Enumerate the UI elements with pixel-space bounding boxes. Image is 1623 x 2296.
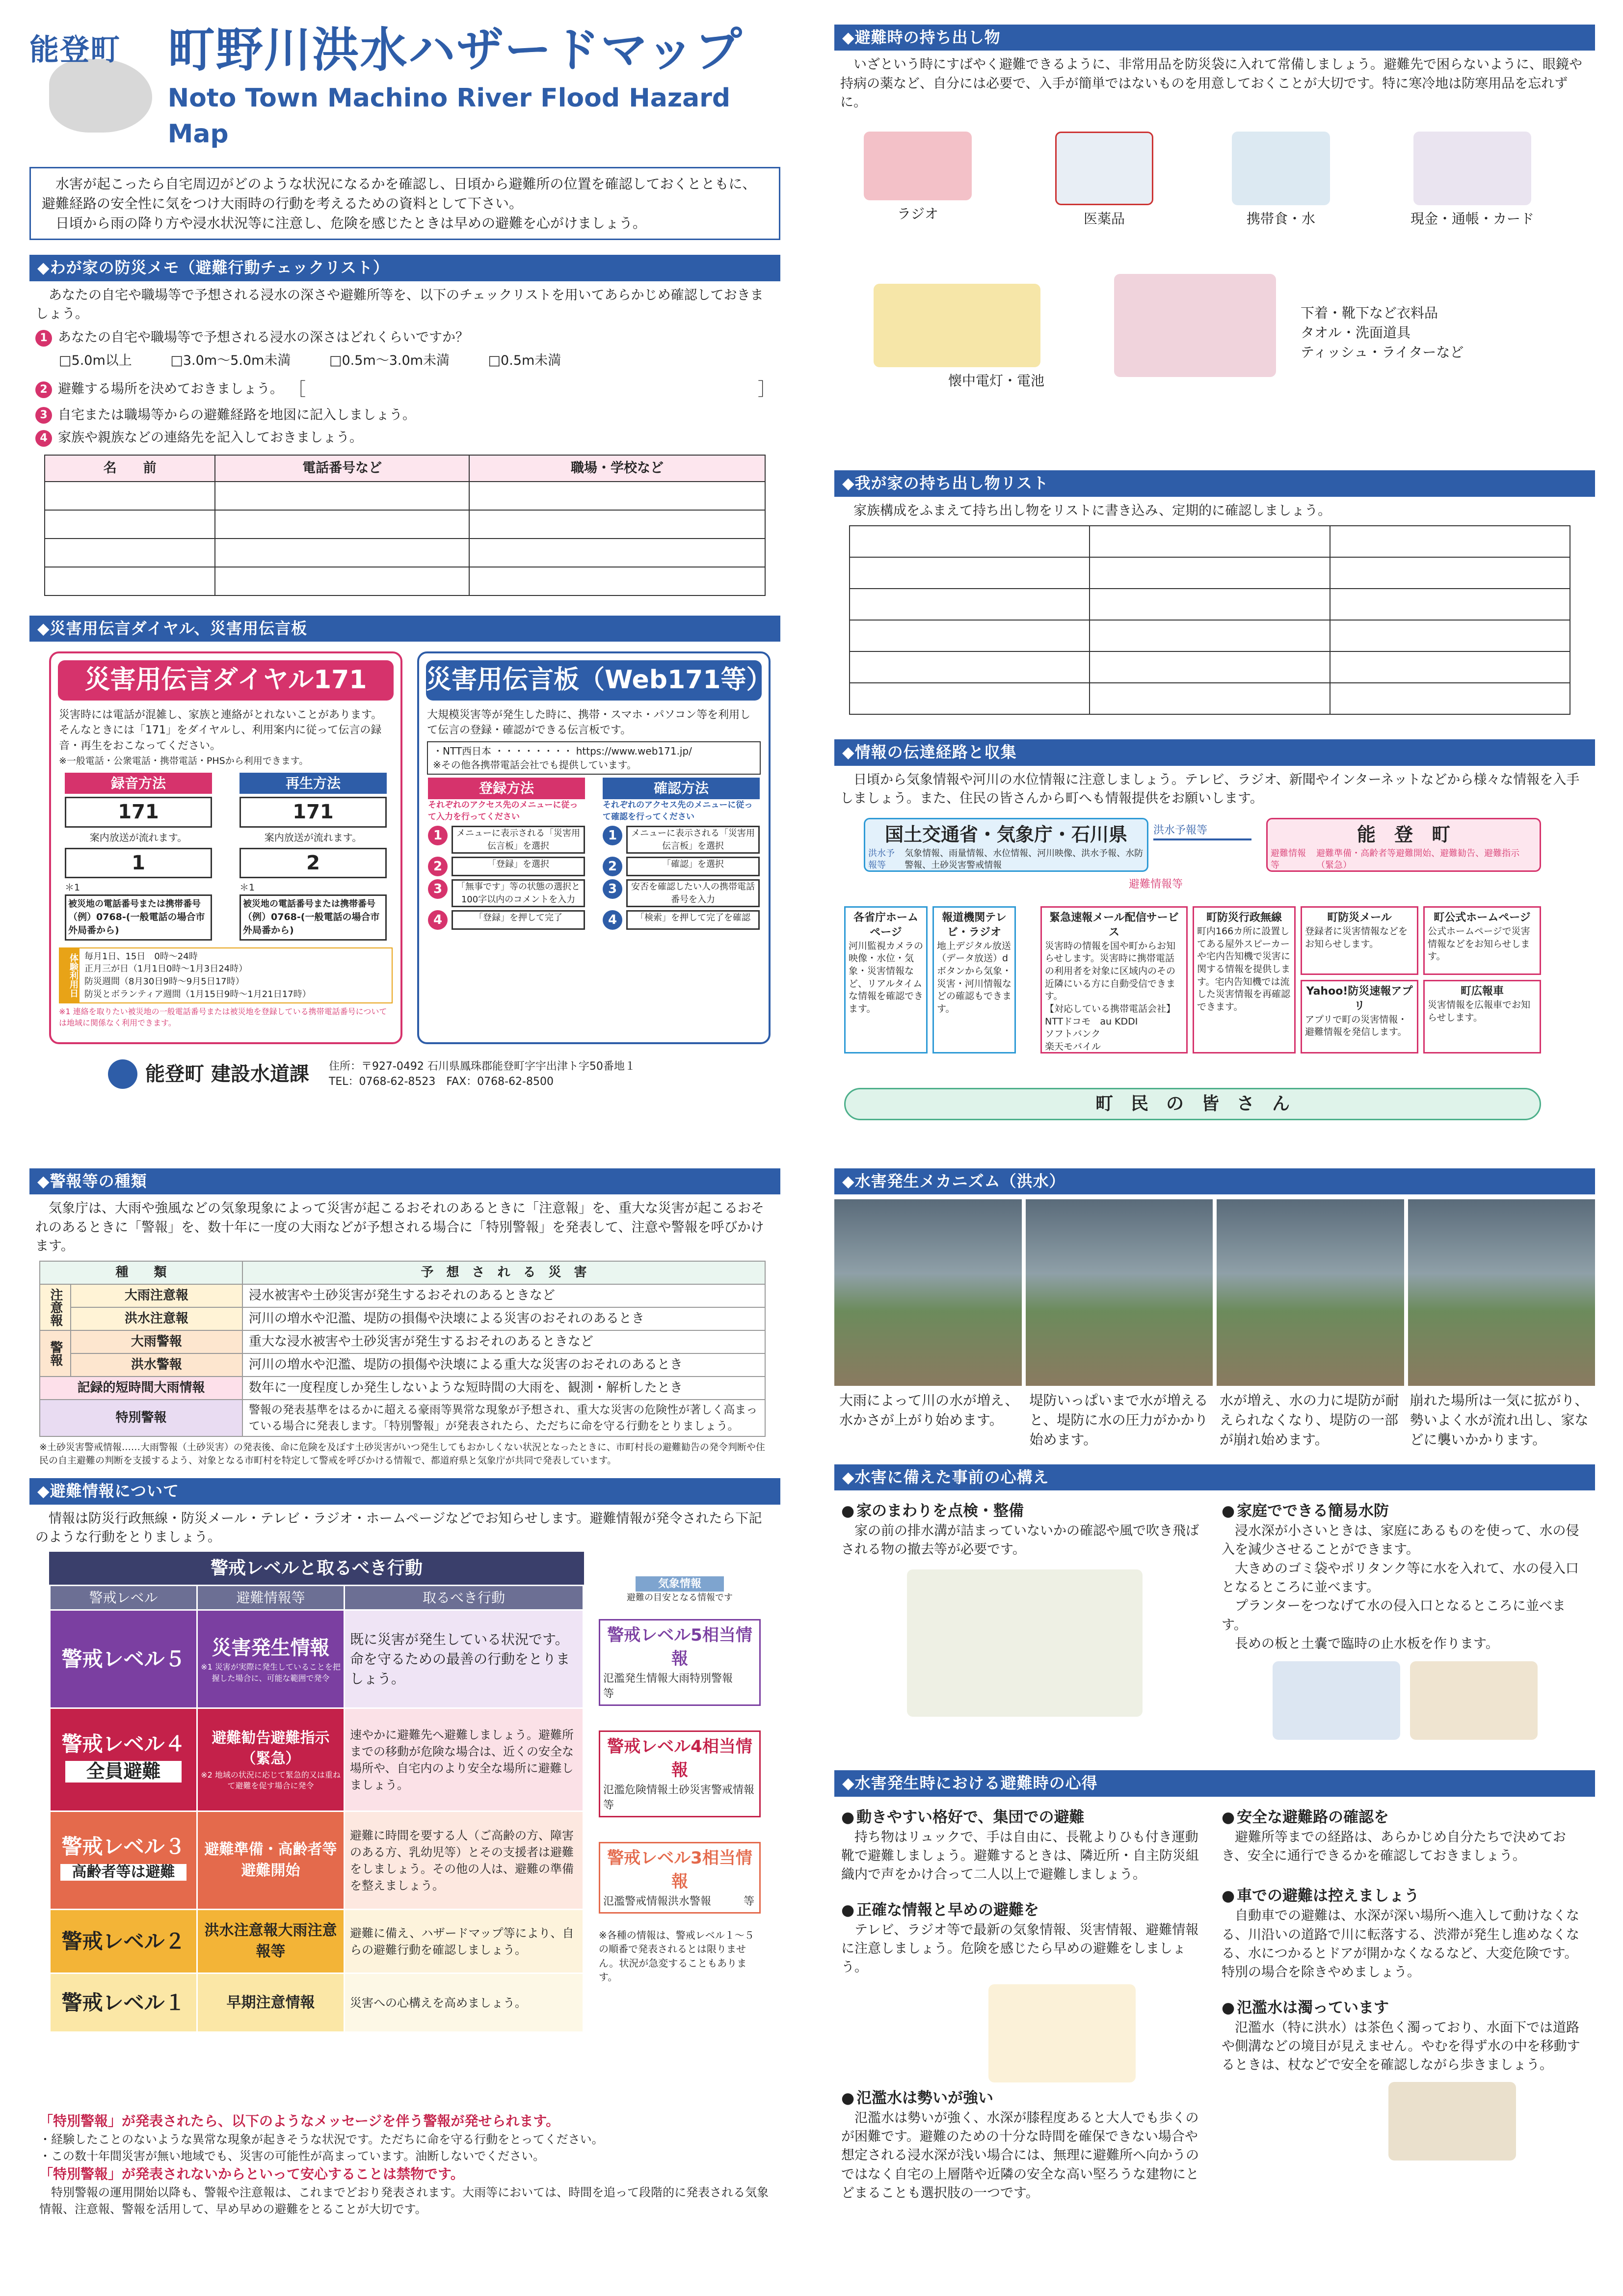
carrier: 楽天モバイル (1045, 1041, 1101, 1052)
kokoro-subheading: ● 氾濫水は勢いが強い (841, 2087, 1208, 2109)
cell[interactable] (850, 557, 1090, 589)
pr-car-box (1423, 980, 1541, 1053)
number-badge: 4 (35, 430, 52, 447)
checklist-item (29, 429, 780, 447)
department-name: 能登町 建設水道課 (145, 1063, 309, 1086)
item-label: 懐中電灯・電池 (948, 373, 1044, 389)
register-label: 登録方法 (428, 778, 585, 799)
col-info: 避難情報等 (197, 1586, 345, 1610)
cell[interactable] (215, 510, 469, 539)
kokoro-text: 自動車での避難は、水深が深い場所へ進入して動けなくなる、川沿いの道路で川に転落する、渋滞が発生し進めなくなる、水につかるとドアが開かなくなるなど、大変危険です。特別の場合を除きやめましょう。 (1222, 1908, 1579, 1980)
warning-desc: 浸水被害や土砂災害が発生するおそれのあるときなど (242, 1284, 765, 1307)
checklist-item (29, 377, 780, 402)
cell[interactable] (1090, 620, 1330, 651)
emergency-mail-box (1040, 906, 1188, 1053)
carrier: NTTドコモ au KDDI (1045, 1016, 1138, 1027)
cell[interactable] (1330, 526, 1570, 557)
item-label: タオル・洗面道具 (1301, 324, 1411, 341)
town-sub: 避難準備・高齢者等避難開始、避難勧告、避難指示（緊急） (1316, 848, 1520, 870)
special-warning-notes (29, 2111, 780, 2217)
level-info: 避難勧告避難指示（緊急） (212, 1729, 330, 1768)
warning-desc: 河川の増水や氾濫、堤防の損傷や決壊による災害のおそれのあるとき (242, 1307, 765, 1330)
special-note: 特別警報の運用開始以降も、警報や注意報は、これまでどおり発表されます。大雨等においては、時間を追って段階的に発表される気象情報、注意報、警報を活用して、早め早めの避難をとることが大切です。 (39, 2185, 769, 2216)
kokoro-subheading: ● 安全な避難路の確認を (1222, 1807, 1588, 1828)
level-info: 洪水注意報大雨注意報等 (197, 1910, 345, 1973)
trial-day: 防災週間（8月30日9時～9月5日17時） (84, 976, 244, 987)
water-bags-image (1273, 1661, 1400, 1740)
intro-text: 水害が起こったら自宅周辺がどのような状況になるかを確認し、日頃から避難所の位置を確認しておくとともに、避難経路の安全性に気をつけ大雨時の行動を考えるための資料として下さい。 (42, 176, 756, 212)
confirm-step: メニューに表示される「災害用伝言板」を選択 (626, 826, 760, 854)
page-title: 町野川洪水ハザードマップ (167, 25, 743, 78)
level-action: 速やかに避難先へ避難しましょう。避難所までの移動が危険な場合は、近くの安全な場所や、自宅内のより安全な場所に避難しましょう。 (345, 1708, 584, 1811)
alert-level-area (29, 1552, 780, 2111)
guide-text: 案内放送が流れます。 (264, 832, 362, 844)
level-note: ※1 災害が実際に発生していることを把握した場合に、可能な範囲で発令 (201, 1662, 341, 1683)
guide-text: 案内放送が流れます。 (89, 832, 187, 844)
box-title: 町公式ホームページ (1434, 912, 1531, 924)
food-water-icon (1232, 132, 1330, 205)
number-badge: 1 (35, 330, 52, 347)
level-badge: 高齢者等は避難 (60, 1864, 186, 1881)
box-title: 報道機関テレビ・ラジオ (942, 912, 1007, 939)
carrier: ソフトバンク (1045, 1028, 1101, 1040)
col-work: 職場・学校など (469, 455, 765, 482)
number-badge: 2 (35, 381, 52, 398)
cell[interactable] (469, 482, 765, 510)
cell[interactable] (45, 510, 215, 539)
level-table-title: 警戒レベルと取るべき行動 (49, 1552, 584, 1585)
mylist-lead: 家族構成をふまえて持ち出し物をリストに書き込み、定期的に確認しましょう。 (853, 503, 1331, 518)
kokoro-text: テレビ、ラジオ等で最新の気象情報、災害情報、避難情報に注意しましょう。危険を感じたら早めの避難をしましょう。 (841, 1922, 1199, 1975)
prep-text: 大きめのゴミ袋やポリタンク等に水を入れて、水の侵入口となるところに並べます。 (1222, 1561, 1579, 1595)
equiv-info: 氾濫発生情報大雨特別警報 等 (603, 1672, 755, 1700)
prep-text: 長めの板と土嚢で臨時の止水板を作ります。 (1235, 1636, 1499, 1652)
level-1: 警戒レベル１ (50, 1973, 197, 2032)
web171-desc: 大規模災害等が発生した時に、携帯・スマホ・パソコン等を利用して伝言の登録・確認ができる伝言板です。 (427, 709, 751, 737)
number-badge: 3 (35, 407, 52, 424)
checkbox-option[interactable]: □3.0m～5.0m未満 (170, 352, 291, 368)
cell[interactable] (215, 482, 469, 510)
playback-label: 再生方法 (239, 773, 387, 794)
cell[interactable] (1090, 557, 1330, 589)
prep-subheading: ● 家のまわりを点検・整備 (841, 1500, 1208, 1522)
question-text: あなたの自宅や職場等で予想される浸水の深さはどれくらいですか？ (58, 330, 469, 346)
special-note-heading: 「特別警報」が発表されたら、以下のようなメッセージを伴う警報が発せられます。 (39, 2113, 560, 2130)
warn-note: ※土砂災害警戒情報……大雨警報（土砂災害）の発表後、命に危険を及ぼす土砂災害がいつ発生してもおかしくない状況となったときに、市町村長の避難勧告の発令判断や住民の自主避難の判断を支援するよう、対象となる市町村を特定して警戒を呼びかける情報で、都道府県と気象庁が共同で発表しています。 (39, 1442, 765, 1466)
footnote-mark: ＊1 (65, 882, 80, 893)
clothes-icon (1114, 274, 1276, 377)
town-box (1266, 818, 1541, 872)
yahoo-app-box (1301, 980, 1418, 1053)
box-title: 各省庁ホームページ (853, 912, 918, 939)
equiv-level: 警戒レベル5相当情報 (607, 1625, 752, 1669)
warning-kind: 特別警報 (40, 1400, 242, 1436)
carry-items (834, 117, 1595, 470)
phone-fax: TEL：0768-62-8523 FAX：0768-62-8500 (328, 1076, 554, 1088)
evacinfo-heading: ◆避難情報について (29, 1478, 780, 1504)
cell[interactable] (1330, 620, 1570, 651)
item-label: ラジオ (897, 206, 938, 222)
step-number: 3 (603, 879, 622, 899)
prep-heading: ◆水害に備えた事前の心構え (834, 1464, 1595, 1490)
kokoro-text: 避難所等までの経路は、あらかじめ自分たちで決めておき、安全に通行できるかを確認しておきましょう。 (1222, 1829, 1566, 1864)
mylist-table (849, 525, 1570, 715)
enter-text: 被災地の電話番号または携帯番号 (243, 899, 375, 910)
info-flow-diagram (834, 813, 1595, 1149)
example-text: （例）0768-(一般電話の場合市外局番から) (243, 911, 380, 936)
cell[interactable] (1330, 683, 1570, 714)
checklist-item (29, 406, 780, 425)
footer (29, 1059, 780, 1089)
town-box-name: 能 登 町 (1357, 824, 1450, 846)
address: 住所：〒927-0492 石川県鳳珠郡能登町字宇出津ト字50番地１ (328, 1060, 636, 1073)
town-name: 能登町 (29, 33, 121, 67)
prep-text: 家の前の排水溝が詰まっていないかの確認や風で吹き飛ばされる物の撤去等が必要です。 (841, 1523, 1199, 1558)
tv-watching-image (988, 1984, 1136, 2082)
box-text: 災害情報を広報車でお知らせします。 (1428, 999, 1531, 1023)
trial-day: 正月三が日（1月1日0時～1月3日24時） (84, 964, 248, 974)
checkbox-option[interactable]: □5.0m以上 (59, 352, 132, 368)
step-number: 2 (428, 857, 448, 876)
trial-days (59, 947, 393, 1003)
cell[interactable] (1090, 651, 1330, 683)
question-text: 自宅または職場等からの避難経路を地図に記入しましょう。 (58, 407, 416, 423)
register-step: 「無事です」等の状態の選択と100字以内のコメントを入力 (452, 879, 585, 907)
warn-lead: 気象庁は、大雨や強風などの気象現象によって災害が起こるおそれのあるときに「注意報」を、重大な災害が起こるおそれのあるときに「警報」を、数十年に一度の大雨などが予想される場合に「特別警報」を発表して、注意や警報を呼びかけます。 (35, 1201, 764, 1254)
flashlight-icon (874, 284, 1040, 367)
top-right-section (834, 25, 1595, 1149)
kokoro-subheading: ● 動きやすい格好で、集団での避難 (841, 1807, 1208, 1828)
cell[interactable] (850, 526, 1090, 557)
dengon-area (29, 647, 780, 1059)
cell[interactable] (45, 539, 215, 567)
mechanism-panels (834, 1199, 1595, 1386)
cell[interactable] (1330, 589, 1570, 620)
register-step: 「登録」を押して完了 (452, 910, 585, 930)
group-label: 警報 (40, 1330, 71, 1377)
confirm-sub: それぞれのアクセス先のメニューに従って確認を行ってください (603, 800, 753, 822)
walking-in-water-image (1388, 2082, 1516, 2161)
step-number: 4 (603, 910, 622, 930)
gov-box (864, 818, 1148, 872)
cell[interactable] (215, 539, 469, 567)
depth-options (29, 351, 780, 370)
intro-box (29, 167, 780, 240)
ministry-web-box (844, 906, 928, 1053)
cell[interactable] (850, 651, 1090, 683)
enter-text: 被災地の電話番号または携帯番号 (68, 899, 201, 910)
town-emblem-icon (108, 1059, 137, 1089)
cell[interactable] (469, 510, 765, 539)
bottom-right-section (834, 1168, 1595, 2278)
special-note: ・経験したことのないような異常な現象が起きそうな状況です。ただちに命を守る行動をとってください。 (39, 2132, 604, 2146)
item-label: 現金・通帳・カード (1410, 211, 1534, 227)
trial-day: 防災とボランティア週間（1月15日9時～1月21日17時） (84, 989, 311, 999)
warning-kind: 洪水警報 (71, 1353, 242, 1377)
prep-columns (834, 1495, 1595, 1770)
intro-text: 日頃から雨の降り方や浸水状況等に注意し、危険を感じたときは早めの避難を心がけましょう。 (55, 215, 647, 231)
warning-kind: 大雨警報 (71, 1330, 242, 1353)
level-action: 避難に備え、ハザードマップ等により、自らの避難行動を確認しましょう。 (345, 1910, 584, 1973)
carrier-note: ※その他各携帯電話会社でも提供しています。 (433, 758, 637, 771)
cell[interactable] (215, 567, 469, 595)
gov-flood: 洪水予報等 (868, 848, 895, 870)
mech-caption: 水が増え、水の力に堤防が耐えられなくなり、堤防の一部が崩れ始めます。 (1220, 1392, 1399, 1448)
col-kind: 種 類 (40, 1261, 242, 1284)
dial-desc: 災害時には電話が混雑し、家族と連絡がとれないことがあります。そんなときには「171」をダイヤルし、利用案内に従って伝言の録音・再生をおこなってください。 (59, 709, 382, 752)
warning-types-table (39, 1261, 766, 1437)
mech-heading: ◆水害発生メカニズム（洪水） (834, 1168, 1595, 1194)
mechanism-captions (834, 1391, 1595, 1449)
step-number: 3 (428, 879, 448, 899)
special-note: ・この数十年間災害が無い地域でも、災害の可能性が高まっています。油断しないでください。 (39, 2149, 545, 2163)
web171-title: 災害用伝言板（Web171等） (426, 660, 762, 701)
level-2: 警戒レベル２ (50, 1910, 197, 1973)
dial-171: 171 (65, 797, 212, 828)
web171-card (417, 651, 771, 1044)
level-action: 避難に時間を要する人（ご高齢の方、障害のある方、乳幼児等）とその支援者は避難をしましょう。その他の人は、避難の準備を整えましょう。 (345, 1811, 584, 1910)
first-aid-icon (1055, 132, 1153, 205)
dial-171: 171 (239, 797, 387, 828)
info-lead: 日頃から気象情報や河川の水位情報に注意しましょう。テレビ、ラジオ、新聞やインターネットなどから様々な情報を入手しましょう。また、住民の皆さんから町へも情報提供をお願いします。 (840, 772, 1580, 806)
enter-number (239, 894, 387, 940)
cell[interactable] (850, 683, 1090, 714)
bottom-left-section (29, 1168, 780, 2278)
kokoro-columns (834, 1802, 1595, 2203)
box-title: 緊急速報メール配信サービス (1049, 912, 1179, 939)
dengon-heading: ◆災害用伝言ダイヤル、災害用伝言板 (29, 616, 780, 642)
equiv-note: ※各種の情報は、警戒レベル１～５の順番で発表されるとは限りません。状況が急変することもあります。 (599, 1929, 754, 1983)
gov-name: 国土交通省・気象庁・石川県 (884, 824, 1127, 846)
warning-desc: 警報の発表基準をはるかに超える豪雨等異常な現象が予想され、重大な災害の危険性が著しく高まっている場合に発表します。「特別警報」が発表されたら、ただちに命を守る行動をとりましょう。 (242, 1400, 765, 1436)
col-phone: 電話番号など (215, 455, 469, 482)
flow-arrow-label: 洪水予報等 (1153, 824, 1208, 837)
warning-kind: 記録的短時間大雨情報 (40, 1377, 242, 1400)
flood-house-image (1408, 1199, 1596, 1386)
col-disaster: 予 想 さ れ る 災 害 (242, 1261, 765, 1284)
confirm-step: 「確認」を選択 (626, 857, 760, 876)
town-web-box (1423, 906, 1541, 975)
special-note-heading: 「特別警報」が発表されないからといって安心することは禁物です。 (39, 2166, 464, 2183)
question-text: 家族や親族などの連絡先を記入しておきましょう。 (58, 430, 363, 446)
trial-day: 毎月1日、15日 0時～24時 (84, 951, 198, 962)
cell[interactable] (1090, 683, 1330, 714)
contact-table (44, 455, 766, 596)
carrier-heading: 【対応している携帯電話会社】 (1045, 1003, 1176, 1014)
cell[interactable] (45, 482, 215, 510)
cell[interactable] (45, 567, 215, 595)
level-action: 既に災害が発生している状況です。命を守るための最善の行動をとりましょう。 (345, 1610, 584, 1708)
cell[interactable] (850, 589, 1090, 620)
weather-info-column (599, 1576, 761, 1984)
levee-pressure-image (1026, 1199, 1213, 1386)
evac-flow-label: 避難情報等 (1129, 878, 1183, 891)
memo-lead: あなたの自宅や職場等で予想される浸水の深さや避難所等を、以下のチェックリストを用いてあらかじめ確認しておきましょう。 (35, 287, 764, 322)
cell[interactable] (1090, 589, 1330, 620)
mech-caption: 大雨によって川の水が増え、水かさが上がり始めます。 (839, 1392, 1019, 1429)
town-mail-box (1301, 906, 1418, 975)
rain-river-rise-image (834, 1199, 1022, 1386)
checkbox-option[interactable]: □0.5m未満 (488, 352, 561, 368)
box-title: 町防災メール (1327, 912, 1392, 924)
web171-url-box (427, 741, 761, 775)
footnote-mark: ＊1 (239, 882, 255, 893)
levee-collapse-image (1217, 1199, 1404, 1386)
cell[interactable] (469, 567, 765, 595)
cell[interactable] (850, 620, 1090, 651)
web-steps (419, 778, 769, 933)
col-action: 取るべき行動 (345, 1586, 584, 1610)
confirm-step: 安否を確認したい人の携帯電話番号を入力 (626, 879, 760, 907)
record-label: 録音方法 (65, 773, 212, 794)
level-info: 避難準備・高齢者等避難開始 (197, 1811, 345, 1910)
level-note: ※2 地域の状況に応じて緊急的又は重ねて避難を促す場合に発令 (201, 1770, 341, 1791)
cell[interactable] (1330, 557, 1570, 589)
dial-1: 1 (65, 848, 212, 879)
dial-2: 2 (239, 848, 387, 879)
dial-steps (51, 773, 400, 941)
info-heading: ◆情報の伝達経路と収集 (834, 739, 1595, 765)
kokoro-subheading: ● 正確な情報と早めの避難を (841, 1899, 1208, 1921)
cell[interactable] (1330, 651, 1570, 683)
group-label: 注意報 (40, 1284, 71, 1330)
page-title-en: Noto Town Machino River Flood Hazard Map (167, 83, 731, 149)
prep-subheading: ● 家庭でできる簡易水防 (1222, 1500, 1588, 1522)
memo-heading: ◆わが家の防災メモ（避難行動チェックリスト） (29, 255, 780, 281)
level-info: 災害発生情報 (212, 1636, 330, 1659)
col-level: 警戒レベル (50, 1586, 197, 1610)
equiv-info: 氾濫危険情報土砂災害警戒情報等 (603, 1783, 755, 1811)
checkbox-option[interactable]: □0.5m～3.0m未満 (329, 352, 450, 368)
box-text: 河川監視カメラの映像・水位・気象・災害情報など、リアルタイムな情報を確認できます。 (849, 940, 924, 1014)
equiv-info: 氾濫警戒情報洪水警報 等 (603, 1895, 755, 1908)
cell[interactable] (1090, 526, 1330, 557)
box-title: 町防災行政無線 (1206, 912, 1282, 924)
bracket: ［ (288, 379, 306, 400)
carry-lead: いざという時にすばやく避難できるように、非常用品を防災袋に入れて常備しましょう。避難先で困らないように、眼鏡や持病の薬など、自分には必要で、入手が簡単ではないものを用意しておくことが大切です。特に寒冷地は防寒用品を忘れずに。 (840, 57, 1582, 110)
kokoro-heading: ◆水害発生時における避難時の心得 (834, 1770, 1595, 1796)
item-label: 携帯食・水 (1246, 211, 1315, 227)
kokoro-text: 氾濫水は勢いが強く、水深が膝程度あると大人でも歩くのが困難です。避難のための十分な時間を確保できない場合や想定される浸水深が浅い場合には、無理に避難所へ向かうのではなく自宅の上層階や近隣の安全な高い堅ろうな建物にとどまることも選択肢の一つです。 (841, 2110, 1199, 2201)
item-label: ティッシュ・ライターなど (1301, 344, 1464, 360)
checklist-item (29, 328, 780, 347)
mech-caption: 崩れた場所は一気に拡がり、勢いよく水が流れ出し、家などに襲いかかります。 (1410, 1392, 1589, 1448)
mech-caption: 堤防いっぱいまで水が増えると、堤防に水の圧力がかかり始めます。 (1029, 1392, 1208, 1448)
trial-label: 体験利用日 (60, 948, 80, 1002)
step-number: 1 (603, 826, 622, 845)
carry-heading: ◆避難時の持ち出し物 (834, 25, 1595, 51)
wallet-card-icon (1413, 132, 1531, 205)
confirm-step: 「検索」を押して完了を確認 (626, 910, 760, 930)
weather-tag: 気象情報 (636, 1576, 724, 1592)
evacinfo-lead: 情報は防災行政無線・防災メール・テレビ・ラジオ・ホームページなどでお知らせします。避難情報が発令されたら下記のような行動をとりましょう。 (35, 1511, 762, 1545)
example-text: （例）0768-(一般電話の場合市外局番から) (68, 911, 205, 936)
item-label: 医薬品 (1083, 211, 1125, 227)
kokoro-subheading: ● 氾濫水は濁っています (1222, 1997, 1588, 2019)
residents-bar: 町 民 の 皆 さ ん (844, 1088, 1541, 1120)
dial-title: 災害用伝言ダイヤル171 (58, 660, 394, 701)
level-info: 早期注意情報 (197, 1973, 345, 2032)
warning-desc: 河川の増水や氾濫、堤防の損傷や決壊による重大な災害のおそれのあるとき (242, 1353, 765, 1377)
weather-sub: 避難の目安となる情報です (627, 1593, 733, 1603)
radio-system-box (1193, 906, 1296, 1053)
register-sub: それぞれのアクセス先のメニューに従って入力を行ってください (428, 800, 578, 822)
prep-text: プランターをつなげて水の侵入口となるところに並べます。 (1222, 1598, 1566, 1633)
flow-arrow-icon (1153, 838, 1251, 840)
kokoro-subheading: ● 車での避難は控えましょう (1222, 1885, 1588, 1907)
bracket: ］ (757, 379, 775, 400)
alert-level-table (49, 1585, 584, 2033)
warning-kind: 大雨注意報 (71, 1284, 242, 1307)
question-text: 避難する場所を決めておきましょう。 (58, 381, 283, 397)
enter-number (65, 894, 212, 940)
house-check-image (907, 1569, 1143, 1717)
box-text: 登録者に災害情報などをお知らせします。 (1305, 925, 1408, 949)
warn-heading: ◆警報等の種類 (29, 1168, 780, 1194)
level-badge: 全員避難 (65, 1761, 182, 1783)
level-4: 警戒レベル４ (61, 1731, 186, 1756)
mylist-heading: ◆我が家の持ち出し物リスト (834, 470, 1595, 496)
dial-note: ※一般電話・公衆電話・携帯電話・PHSから利用できます。 (59, 755, 309, 766)
box-text: 災害時の情報を国や町からお知らせします。災害時に携帯電話の利用者を対象に区域内のその近隣にいる方に自動受信できます。 (1045, 940, 1176, 1002)
warning-desc: 数年に一度程度しか発生しないような短時間の大雨を、観測・解析したとき (242, 1377, 765, 1400)
box-title: 町広報車 (1460, 985, 1504, 998)
sandbag-door-image (1410, 1661, 1538, 1740)
dial-card (49, 651, 402, 1044)
item-label: 下着・靴下など衣料品 (1301, 305, 1438, 322)
register-step: 「登録」を選択 (452, 857, 585, 876)
web171-url[interactable]: ・NTT西日本 ・・・・・・・・ https://www.web171.jp/ (433, 745, 692, 757)
gov-sub: 気象情報、雨量情報、水位情報、河川映像、洪水予報、水防警報、土砂災害警戒情報 (905, 848, 1144, 870)
box-title: Yahoo!防災速報アプリ (1306, 985, 1413, 1012)
box-text: アプリで町の災害情報・避難情報を発信します。 (1305, 1014, 1408, 1038)
level-5: 警戒レベル５ (50, 1610, 197, 1708)
equiv-level: 警戒レベル3相当情報 (607, 1848, 752, 1892)
top-left-section (29, 25, 780, 1149)
town-logo (29, 25, 158, 137)
register-step: メニューに表示される「災害用伝言板」を選択 (452, 826, 585, 854)
step-number: 1 (428, 826, 448, 845)
equiv-level: 警戒レベル4相当情報 (607, 1736, 752, 1781)
header (29, 25, 780, 167)
radio-icon (864, 132, 972, 200)
box-text: 地上デジタル放送（データ放送）dボタンから気象・災害・河川情報などの確認もできます。 (937, 940, 1012, 1014)
step-number: 2 (603, 857, 622, 876)
box-text: 町内166カ所に設置してある屋外スピーカーや宅内告知機で災害に関する情報を提供します。宅内告知機では流した災害情報を再確認できます。 (1197, 925, 1291, 1012)
dial-footnote: ※1 連絡を取りたい被災地の一般電話番号または被災地を登録している携帯電話番号については地域に関係なく利用できます。 (59, 1007, 387, 1027)
kokoro-text: 持ち物はリュックで、手は自由に、長靴よりひも付き運動靴で避難しましょう。避難するときは、隣近所・自主防災組織内で声をかけ合って二人以上で避難しましょう。 (841, 1829, 1199, 1883)
confirm-label: 確認方法 (603, 778, 760, 799)
warning-kind: 洪水注意報 (71, 1307, 242, 1330)
town-evac: 避難情報等 (1271, 848, 1306, 870)
box-text: 公式ホームページで災害情報などをお知らせします。 (1428, 925, 1530, 962)
cell[interactable] (469, 539, 765, 567)
warning-desc: 重大な浸水被害や土砂災害が発生するおそれのあるときなど (242, 1330, 765, 1353)
col-name: 名 前 (45, 455, 215, 482)
step-number: 4 (428, 910, 448, 930)
prep-text: 浸水深が小さいときは、家庭にあるものを使って、水の侵入を減少させることができます。 (1222, 1523, 1579, 1558)
kokoro-text: 氾濫水（特に洪水）は茶色く濁っており、水面下では道路や側溝などの境目が見えません。やむを得ず水の中を移動するときは、杖などで安全を確認しながら歩きましょう。 (1222, 2020, 1580, 2073)
level-action: 災害への心構えを高めましょう。 (345, 1973, 584, 2032)
level-3: 警戒レベル３ (61, 1835, 186, 1859)
broadcast-box (932, 906, 1016, 1053)
